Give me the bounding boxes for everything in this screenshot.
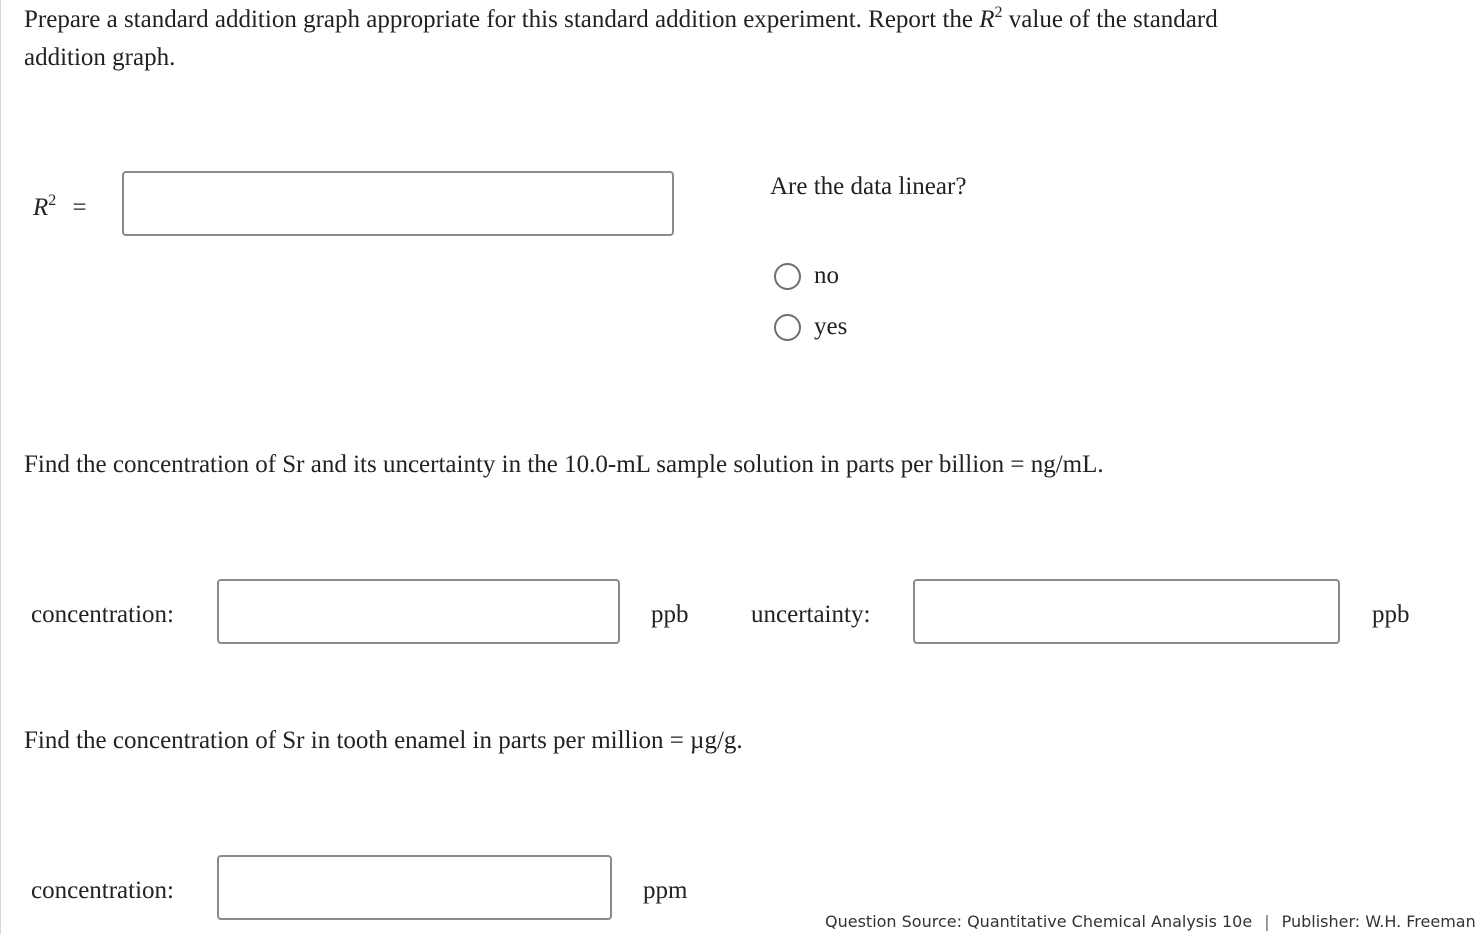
linearity-question: Are the data linear? — [770, 173, 967, 200]
radio-option-yes[interactable] — [774, 312, 847, 342]
sample-concentration-prompt: Find the concentration of Sr and its uncertainty in the 10.0-mL sample solution in parts per billion = ng/mL. — [24, 451, 1104, 478]
sample-concentration-label: concentration: — [31, 601, 174, 628]
enamel-concentration-input[interactable] — [217, 855, 612, 920]
radio-label-yes: yes — [814, 313, 848, 340]
radio-button-no[interactable] — [774, 263, 801, 290]
r-squared-label: $R^2$ = — [33, 192, 87, 221]
enamel-concentration-label: concentration: — [31, 877, 174, 904]
radio-option-no[interactable] — [774, 261, 839, 291]
question-r-symbol: $R^2$ — [979, 4, 1003, 33]
sample-concentration-input[interactable] — [217, 579, 620, 644]
uncertainty-input[interactable] — [913, 579, 1340, 644]
publisher: Publisher: W.H. Freeman — [1281, 912, 1476, 931]
enamel-concentration-prompt: Find the concentration of Sr in tooth enamel in parts per million = µg/g. — [24, 727, 743, 754]
question-intro — [24, 0, 1218, 39]
radio-button-yes[interactable] — [774, 314, 801, 341]
question-source: Question Source: Quantitative Chemical Analysis 10e — [825, 912, 1253, 931]
uncertainty-label: uncertainty: — [751, 601, 871, 628]
question-intro-line2: addition graph. — [24, 44, 176, 71]
left-border — [0, 0, 1, 934]
sample-concentration-unit: ppb — [651, 601, 689, 628]
radio-label-no: no — [814, 262, 839, 289]
enamel-concentration-unit: ppm — [643, 877, 688, 904]
question-intro-text-1: Prepare a standard addition graph appropriate for this standard addition experiment. Report the — [24, 6, 980, 33]
uncertainty-unit: ppb — [1372, 601, 1410, 628]
r-squared-input[interactable] — [122, 171, 674, 236]
question-footer — [825, 911, 1476, 933]
question-intro-text-2: value of the standard — [1002, 6, 1218, 33]
footer-separator: | — [1264, 912, 1270, 931]
equals-sign: = — [72, 194, 87, 221]
